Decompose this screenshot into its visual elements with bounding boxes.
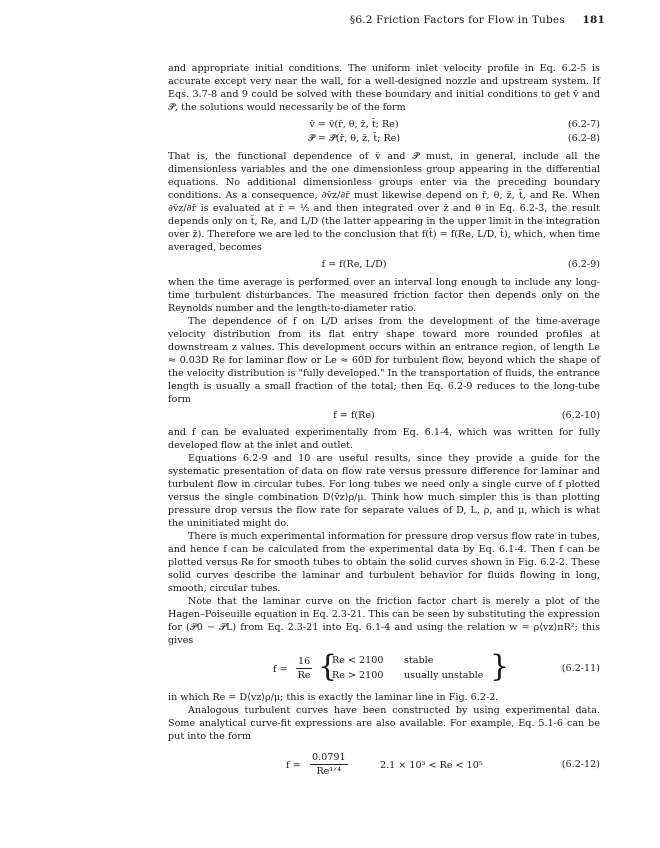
equation-number: (6.2-9): [567, 259, 600, 270]
case-condition: Re > 2100: [332, 670, 384, 681]
case-label: usually unstable: [404, 670, 484, 681]
paragraph: and appropriate initial conditions. The uniform inlet velocity profile in Eq. 6.2-5 is accurate except very near the wall, for a well-designed nozzle and upstream system. If Eqs. 3.7-8 and 9 could be solved with these boundary and initial conditions to get v̆ and 𝒫̆, the solutions would necessarily be of the form: [168, 63, 600, 113]
right-brace: }: [490, 649, 510, 684]
equation-lhs: f =: [273, 664, 288, 675]
paragraph: when the time average is performed over an interval long enough to include any long-time turbulent disturbances. The measured friction factor then depends only on the Reynolds number and the length-to-diameter ratio.: [168, 277, 600, 314]
left-brace: {: [318, 649, 338, 684]
page-number: 181: [582, 14, 605, 26]
equation-6-2-11: [168, 647, 600, 691]
running-title: §6.2 Friction Factors for Flow in Tubes: [349, 14, 565, 26]
equation-number: (6.2-8): [567, 133, 600, 144]
equation-6-2-9: [168, 258, 600, 272]
case-label: stable: [404, 655, 434, 666]
equation-number: (6.2-11): [561, 663, 600, 674]
paragraph: in which Re = D⟨vz⟩ρ/μ; this is exactly the laminar line in Fig. 6.2-2.: [168, 692, 499, 703]
equation-6-2-8: [168, 132, 600, 146]
paragraph: Equations 6.2-9 and 10 are useful results, since they provide a guide for the systematic presentation of data on flow rate versus pressure difference for laminar and turbulent flow in circular tubes. For long tubes we need only a single curve of f plotted versus the single combination D⟨v̄z⟩ρ/μ. Think how much simpler this is than plotting pressure drop versus the flow rate for separate values of D, L, ρ, and μ, which is what the uninitiated might do.: [168, 453, 600, 529]
denominator: Re¹ᐟ⁴: [316, 766, 342, 777]
paragraph: Analogous turbulent curves have been constructed by using experimental data. Some analytical curve-fit expressions are also available. For example, Eq. 5.1-6 can be put into the form: [168, 705, 600, 742]
denominator: Re: [297, 670, 311, 681]
body-text: [168, 62, 600, 787]
running-header: [350, 14, 605, 26]
equation-body: 𝒫̆ = 𝒫̆(r̆, θ, z̆, t̆; Re): [307, 133, 401, 144]
case-condition: Re < 2100: [332, 655, 384, 666]
equation-number: (6.2-7): [567, 119, 600, 130]
equation-number: (6.2-12): [561, 759, 600, 770]
fraction: [310, 751, 348, 778]
equation-number: (6.2-10): [561, 410, 600, 421]
equation-body: f = f(Re, L/D): [321, 259, 387, 270]
equation-6-2-7: [168, 118, 600, 132]
equation-6-2-12: [168, 743, 600, 787]
equation-body: f = f(Re): [333, 410, 375, 421]
paragraph: Note that the laminar curve on the friction factor chart is merely a plot of the Hagen–Poiseuille equation in Eq. 2.3-21. This can be seen by substituting the expression for (𝒫0 − 𝒫L) from Eq. 2.3-21 into Eq. 6.1-4 and using the relation w = ρ⟨vz⟩πR²; this gives: [168, 596, 600, 646]
equation-6-2-10: [168, 409, 600, 423]
paragraph: and f can be evaluated experimentally from Eq. 6.1-4, which was written for fully developed flow at the inlet and outlet.: [168, 427, 600, 451]
validity-range: 2.1 × 10³ < Re < 10⁵: [380, 760, 483, 771]
numerator: 0.0791: [312, 752, 346, 763]
fraction: [296, 655, 312, 682]
equation-body: v̆ = v̆(r̆, θ, z̆, t̆; Re): [309, 119, 399, 130]
paragraph: The dependence of f on L/D arises from the development of the time-average velocity distribution from its flat entry shape toward more rounded profiles at downstream z values. This development occurs within an entrance region, of length Le ≈ 0.03D Re for laminar flow or Le ≈ 60D for turbulent flow, beyond which the shape of the velocity distribution is "fully developed." In the transportation of fluids, the entrance length is usually a small fraction of the total; then Eq. 6.2-9 reduces to the long-tube form: [168, 316, 600, 405]
paragraph: That is, the functional dependence of v̆ and 𝒫̆ must, in general, include all the dimensionless variables and the one dimensionless group appearing in the differential equations. No additional dimensionless groups enter via the preceding boundary conditions. As a consequence, ∂v̆z/∂r̆ must likewise depend on r̆, θ, z̆, t̆, and Re. When ∂v̆z/∂r̆ is evaluated at r̆ = ½ and then integrated over z̆ and θ in Eq. 6.2-3, the result depends only on t̆, Re, and L/D (the latter appearing in the upper limit in the integration over z̆). Therefore we are led to the conclusion that f(t̆) = f(Re, L/D, t̆), which, when time averaged, becomes: [168, 151, 600, 253]
numerator: 16: [298, 656, 311, 667]
equation-lhs: f =: [286, 760, 301, 771]
paragraph: There is much experimental information for pressure drop versus flow rate in tubes, and hence f can be calculated from the experimental data by Eq. 6.1-4. Then f can be plotted versus Re for smooth tubes to obtain the solid curves shown in Fig. 6.2-2. These solid curves describe the laminar and turbulent behavior for fluids flowing in long, smooth, circular tubes.: [168, 531, 600, 594]
